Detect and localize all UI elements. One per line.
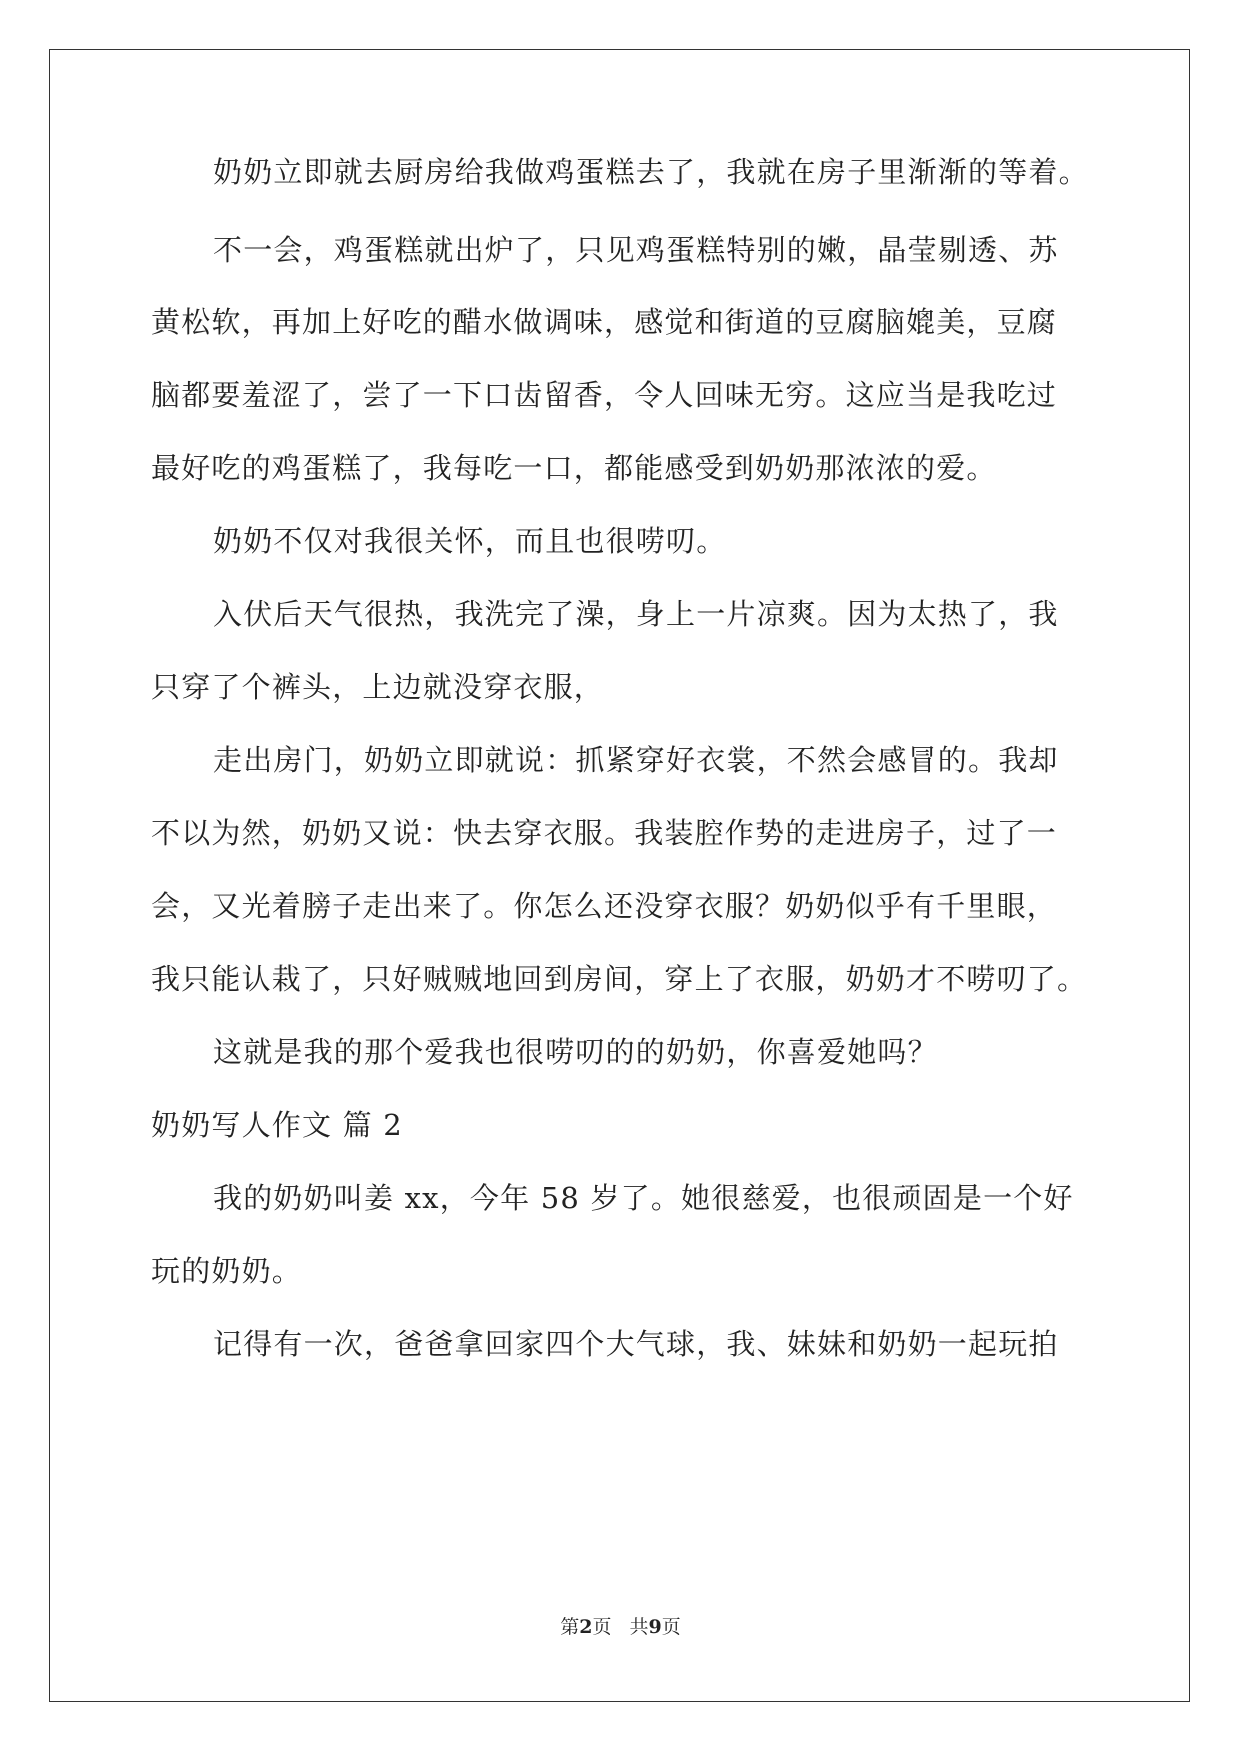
footer-page-number: 2 [579, 1616, 593, 1638]
paragraph-line: 奶奶不仅对我很关怀，而且也很唠叨。 [213, 524, 727, 558]
paragraph-line: 走出房门，奶奶立即就说：抓紧穿好衣裳，不然会感冒的。我却 [213, 743, 1059, 777]
paragraph-line: 不以为然，奶奶又说：快去穿衣服。我装腔作势的走进房子，过了一 [151, 816, 1058, 850]
paragraph-line: 记得有一次，爸爸拿回家四个大气球，我、妹妹和奶奶一起玩拍 [213, 1327, 1059, 1361]
section-heading: 奶奶写人作文 篇 2 [151, 1108, 403, 1142]
paragraph-line: 我的奶奶叫姜 xx，今年 58 岁了。她很慈爱，也很顽固是一个好 [213, 1181, 1074, 1215]
page-border [49, 49, 1190, 1702]
paragraph-line: 入伏后天气很热，我洗完了澡，身上一片凉爽。因为太热了，我 [213, 597, 1059, 631]
page-footer [0, 1612, 1241, 1639]
footer-total-prefix: 共 [629, 1616, 649, 1638]
paragraph-line: 脑都要羞涩了，尝了一下口齿留香，令人回味无穷。这应当是我吃过 [151, 378, 1058, 412]
paragraph-line: 最好吃的鸡蛋糕了，我每吃一口，都能感受到奶奶那浓浓的爱。 [151, 451, 997, 485]
paragraph-line: 我只能认栽了，只好贼贼地回到房间，穿上了衣服，奶奶才不唠叨了。 [151, 962, 1088, 996]
footer-total-number: 9 [648, 1616, 662, 1638]
paragraph-line: 玩的奶奶。 [151, 1254, 303, 1288]
footer-page-suffix: 页 [592, 1616, 612, 1638]
paragraph-line: 不一会，鸡蛋糕就出炉了，只见鸡蛋糕特别的嫩，晶莹剔透、苏 [213, 233, 1059, 267]
paragraph-line: 会，又光着膀子走出来了。你怎么还没穿衣服？奶奶似乎有千里眼， [151, 889, 1058, 923]
paragraph-line: 黄松软，再加上好吃的醋水做调味，感觉和街道的豆腐脑媲美，豆腐 [151, 305, 1058, 339]
footer-page-prefix: 第 [560, 1616, 580, 1638]
paragraph-line: 这就是我的那个爱我也很唠叨的的奶奶，你喜爱她吗？ [213, 1035, 938, 1069]
footer-total-suffix: 页 [661, 1616, 681, 1638]
paragraph-line: 只穿了个裤头，上边就没穿衣服， [151, 670, 605, 704]
paragraph-line: 奶奶立即就去厨房给我做鸡蛋糕去了，我就在房子里渐渐的等着。 [213, 155, 1089, 189]
